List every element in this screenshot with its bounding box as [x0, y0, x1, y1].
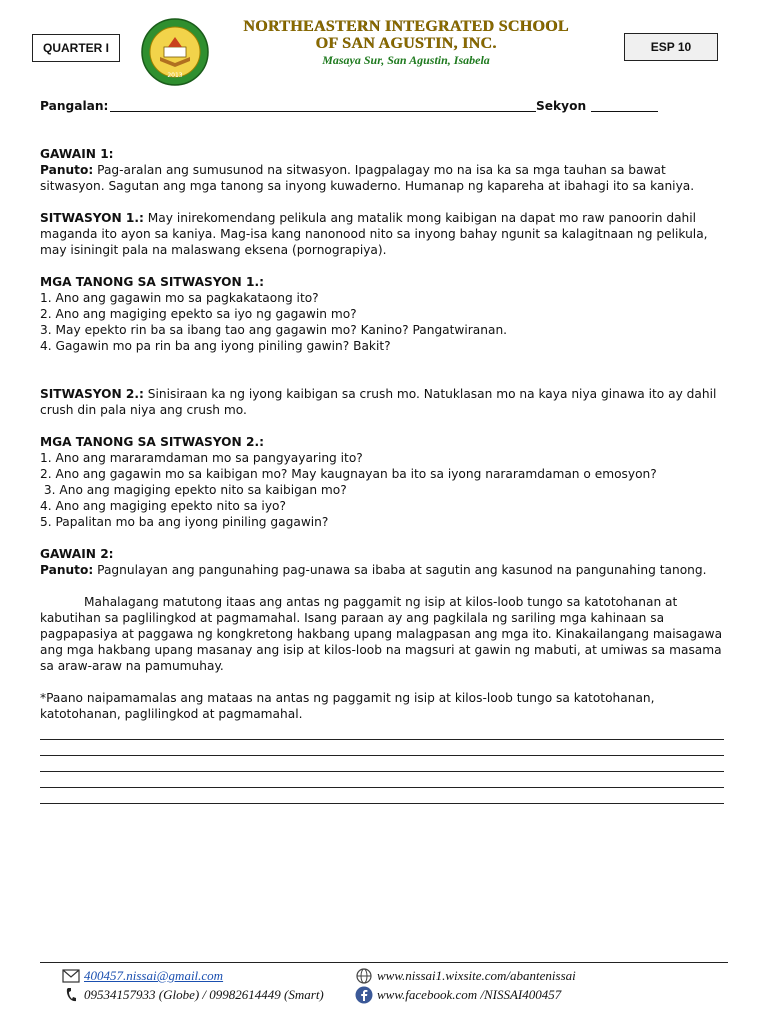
- list-item: 1. Ano ang gagawin mo sa pagkakataong ito?: [40, 291, 319, 305]
- situation1: [40, 210, 728, 258]
- sit2-label: SITWASYON 2.:: [40, 387, 144, 401]
- footer-phone: [62, 986, 324, 1004]
- phone-text: 09534157933 (Globe) / 09982614449 (Smart): [84, 987, 324, 1002]
- globe-icon: [355, 967, 373, 985]
- facebook-text[interactable]: www.facebook.com /NISSAI400457: [377, 987, 562, 1002]
- sit1-text: May inirekomendang pelikula ang matalik mong kaibigan na dapat mo raw panoorin dahil maganda ito ayon sa kaniya. Mag-isa kang nanonood nito sa inyong bahay ngunit sa kalagitnaan ng pelikula, may isiningit pala na malaswang eksena (pornograpiya).: [40, 211, 708, 257]
- list-item: 3. May epekto rin ba sa ibang tao ang gagawin mo? Kanino? Pangatwiranan.: [40, 323, 508, 337]
- facebook-icon: [355, 986, 373, 1004]
- gawain2-instructions: [40, 546, 728, 578]
- footer-facebook[interactable]: [355, 986, 561, 1004]
- list-item: 1. Ano ang mararamdaman mo sa pangyayaring ito?: [40, 451, 363, 465]
- answer-line[interactable]: [40, 788, 724, 804]
- list-item: 3. Ano ang magiging epekto nito sa kaibigan mo?: [40, 483, 347, 497]
- school-name-line1: NORTHEASTERN INTEGRATED SCHOOL: [243, 18, 569, 35]
- panuto1-text: Pag-aralan ang sumusunod na sitwasyon. Ipagpalagay mo na isa ka sa mga tauhan sa bawat sitwasyon. Sagutan ang mga tanong sa inyong kuwaderno. Humanap ng kapareha at ibahagi ito sa kaniya.: [40, 163, 695, 193]
- logo-year: 2013: [167, 72, 183, 79]
- school-name-line2: OF SAN AGUSTIN, INC.: [315, 35, 497, 52]
- panuto1-label: Panuto:: [40, 163, 94, 177]
- q1-title: MGA TANONG SA SITWASYON 1.:: [40, 275, 264, 289]
- answer-line[interactable]: [40, 740, 724, 756]
- email-text[interactable]: 400457.nissai@gmail.com: [84, 968, 224, 983]
- footer-website[interactable]: [355, 967, 576, 985]
- worksheet-content: [40, 146, 728, 804]
- answer-line[interactable]: [40, 772, 724, 788]
- phone-icon: [62, 986, 80, 1004]
- gawain1-title: GAWAIN 1:: [40, 147, 114, 161]
- list-item: 2. Ano ang magiging epekto sa iyo ng gagawin mo?: [40, 307, 357, 321]
- subject-box: [624, 33, 718, 61]
- key-understanding: Mahalagang matutong itaas ang antas ng paggamit ng isip at kilos-loob tungo sa katotohanan at kabutihan sa paglilingkod at pagmamahal. Isang paraan ay ang pagkilala ng sariling mga kahinaan sa pagpapasiya at paggawa ng kongkretong hakbang upang malagpasan ang mga ito. Kinakailangang maisagawa ang mga hakbang upang masanay ang isip at kilos-loob na magsuri at gawin ng mabuti, at umiwas sa masama sa araw-araw na pamumuhay.: [40, 595, 723, 673]
- subject-label: ESP 10: [650, 40, 692, 54]
- quarter-box: [32, 34, 120, 62]
- school-header: [212, 18, 600, 68]
- panuto2-text: Pagnulayan ang pangunahing pag-unawa sa ibaba at sagutin ang kasunod na pangunahing tanong.: [93, 563, 707, 577]
- question-text: *Paano naipamamalas ang mataas na antas ng paggamit ng isip at kilos-loob tungo sa katotohanan, katotohanan, paglilingkod at pagmamahal.: [40, 691, 655, 721]
- list-item: 5. Papalitan mo ba ang iyong piniling gagawin?: [40, 515, 329, 529]
- email-icon: [62, 967, 80, 985]
- gawain2-paragraph: [40, 594, 728, 674]
- gawain2-title: GAWAIN 2:: [40, 547, 114, 561]
- list-item: 4. Gagawin mo pa rin ba ang iyong piniling gawin? Bakit?: [40, 339, 391, 353]
- section-label: Sekyon: [536, 99, 587, 113]
- sit2-text: Sinisiraan ka ng iyong kaibigan sa crush mo. Natuklasan mo na kaya niya ginawa ito ay dahil crush din pala niya ang crush mo.: [40, 387, 717, 417]
- panuto2-label: Panuto:: [40, 563, 94, 577]
- section-blank[interactable]: [591, 111, 658, 112]
- quarter-label: QUARTER I: [43, 41, 109, 55]
- essential-question: [40, 690, 728, 722]
- school-logo: [140, 17, 210, 87]
- answer-line[interactable]: [40, 724, 724, 740]
- q2-title: MGA TANONG SA SITWASYON 2.:: [40, 435, 264, 449]
- name-label: Pangalan:: [40, 99, 109, 113]
- gawain1-instructions: [40, 146, 728, 194]
- name-blank[interactable]: [110, 111, 536, 112]
- school-address: Masaya Sur, San Agustin, Isabela: [322, 53, 490, 67]
- website-text[interactable]: www.nissai1.wixsite.com/abantenissai: [377, 968, 576, 983]
- footer-divider: [40, 962, 728, 963]
- situation2: [40, 386, 728, 418]
- sit1-label: SITWASYON 1.:: [40, 211, 144, 225]
- footer-email[interactable]: [62, 967, 223, 985]
- questions2: [40, 434, 728, 530]
- list-item: 4. Ano ang magiging epekto nito sa iyo?: [40, 499, 286, 513]
- questions1: [40, 274, 728, 354]
- answer-line[interactable]: [40, 756, 724, 772]
- answer-lines: [40, 724, 728, 804]
- list-item: 2. Ano ang gagawin mo sa kaibigan mo? May kaugnayan ba ito sa iyong nararamdaman o emosyon?: [40, 467, 657, 481]
